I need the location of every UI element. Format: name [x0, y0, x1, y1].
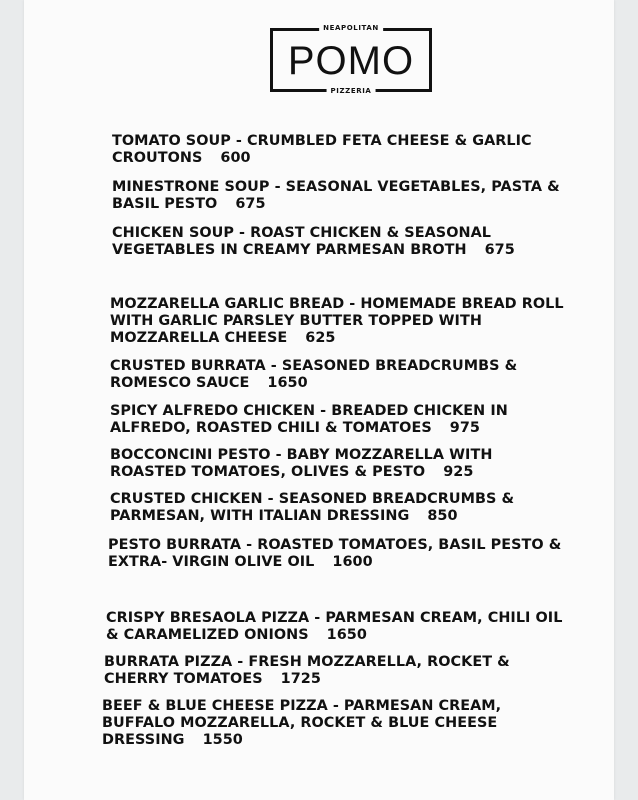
- menu-item-line: ALFREDO, ROASTED CHILI & TOMATOES: [110, 420, 432, 436]
- menu-item-price: 1600: [332, 554, 373, 570]
- menu-item-line: CRUSTED CHICKEN - SEASONED BREADCRUMBS &: [110, 491, 515, 507]
- menu-item-line: CROUTONS: [112, 150, 203, 166]
- menu-item-line: & CARAMELIZED ONIONS: [106, 627, 309, 643]
- menu-item-line: ROASTED TOMATOES, OLIVES & PESTO: [110, 464, 426, 480]
- menu-item-price: 1725: [280, 671, 321, 687]
- menu-item: [106, 610, 562, 644]
- menu-item: [112, 225, 515, 259]
- logo-top-text: NEAPOLITAN: [319, 24, 383, 32]
- menu-item-price: 975: [449, 420, 480, 436]
- menu-item: [112, 133, 532, 167]
- menu-item-price: 1550: [202, 732, 243, 748]
- menu-item-price: 1650: [326, 627, 367, 643]
- logo-bottom-text: PIZZERIA: [327, 87, 376, 95]
- menu-item-line: CHERRY TOMATOES: [104, 671, 263, 687]
- menu-item-line: EXTRA- VIRGIN OLIVE OIL: [108, 554, 315, 570]
- menu-item-line: DRESSING: [102, 732, 185, 748]
- menu-item-line: BEEF & BLUE CHEESE PIZZA - PARMESAN CREAM,: [102, 698, 502, 714]
- menu-item-line: WITH GARLIC PARSLEY BUTTER TOPPED WITH: [110, 313, 482, 329]
- menu-item-line: SPICY ALFREDO CHICKEN - BREADED CHICKEN IN: [110, 403, 508, 419]
- menu-item-price: 675: [484, 242, 515, 258]
- menu-item-line: MOZZARELLA GARLIC BREAD - HOMEMADE BREAD ROLL: [110, 296, 564, 312]
- menu-item-line: PARMESAN, WITH ITALIAN DRESSING: [110, 508, 410, 524]
- logo-main-text: POMO: [287, 39, 415, 83]
- menu-item: [104, 654, 510, 688]
- menu-item-line-with-price: [112, 196, 560, 213]
- menu-item-line-with-price: [104, 671, 510, 688]
- menu-item-price: 850: [427, 508, 458, 524]
- menu-item-line: PESTO BURRATA - ROASTED TOMATOES, BASIL PESTO &: [108, 537, 562, 553]
- menu-item-line-with-price: [106, 627, 562, 644]
- menu-item-line: BASIL PESTO: [112, 196, 218, 212]
- menu-item-price: 600: [220, 150, 251, 166]
- menu-item-price: 925: [443, 464, 474, 480]
- menu-item-line: CRISPY BRESAOLA PIZZA - PARMESAN CREAM, CHILI OIL: [106, 610, 563, 626]
- menu-item: [110, 358, 517, 392]
- menu-item: [110, 447, 492, 481]
- menu-item: [110, 296, 564, 347]
- menu-item-line: TOMATO SOUP - CRUMBLED FETA CHEESE & GARLIC: [112, 133, 532, 149]
- menu-item: [110, 491, 514, 525]
- menu-item-line-with-price: [110, 420, 508, 437]
- menu-item-line-with-price: [110, 330, 564, 347]
- menu-item: [110, 403, 508, 437]
- menu-item-line-with-price: [110, 508, 514, 525]
- menu-item: [102, 698, 501, 749]
- menu-item-line-with-price: [108, 554, 561, 571]
- menu-item: [108, 537, 561, 571]
- menu-item-line: VEGETABLES IN CREAMY PARMESAN BROTH: [112, 242, 467, 258]
- menu-item-price: 1650: [267, 375, 308, 391]
- menu-item-line: MINESTRONE SOUP - SEASONAL VEGETABLES, PASTA &: [112, 179, 560, 195]
- menu-item-line: BUFFALO MOZZARELLA, ROCKET & BLUE CHEESE: [102, 715, 498, 731]
- menu-item-line-with-price: [102, 732, 501, 749]
- menu-item-line-with-price: [110, 464, 492, 481]
- menu-item-line-with-price: [112, 150, 532, 167]
- menu-item-line: BURRATA PIZZA - FRESH MOZZARELLA, ROCKET &: [104, 654, 510, 670]
- menu-item-line: MOZZARELLA CHEESE: [110, 330, 288, 346]
- menu-item-line: ROMESCO SAUCE: [110, 375, 250, 391]
- menu-item-price: 675: [235, 196, 266, 212]
- menu-item-line: CRUSTED BURRATA - SEASONED BREADCRUMBS &: [110, 358, 518, 374]
- menu-item-price: 625: [305, 330, 336, 346]
- menu-item-line: CHICKEN SOUP - ROAST CHICKEN & SEASONAL: [112, 225, 491, 241]
- menu-item-line-with-price: [112, 242, 515, 259]
- menu-item: [112, 179, 560, 213]
- menu-item-line-with-price: [110, 375, 517, 392]
- menu-item-line: BOCCONCINI PESTO - BABY MOZZARELLA WITH: [110, 447, 493, 463]
